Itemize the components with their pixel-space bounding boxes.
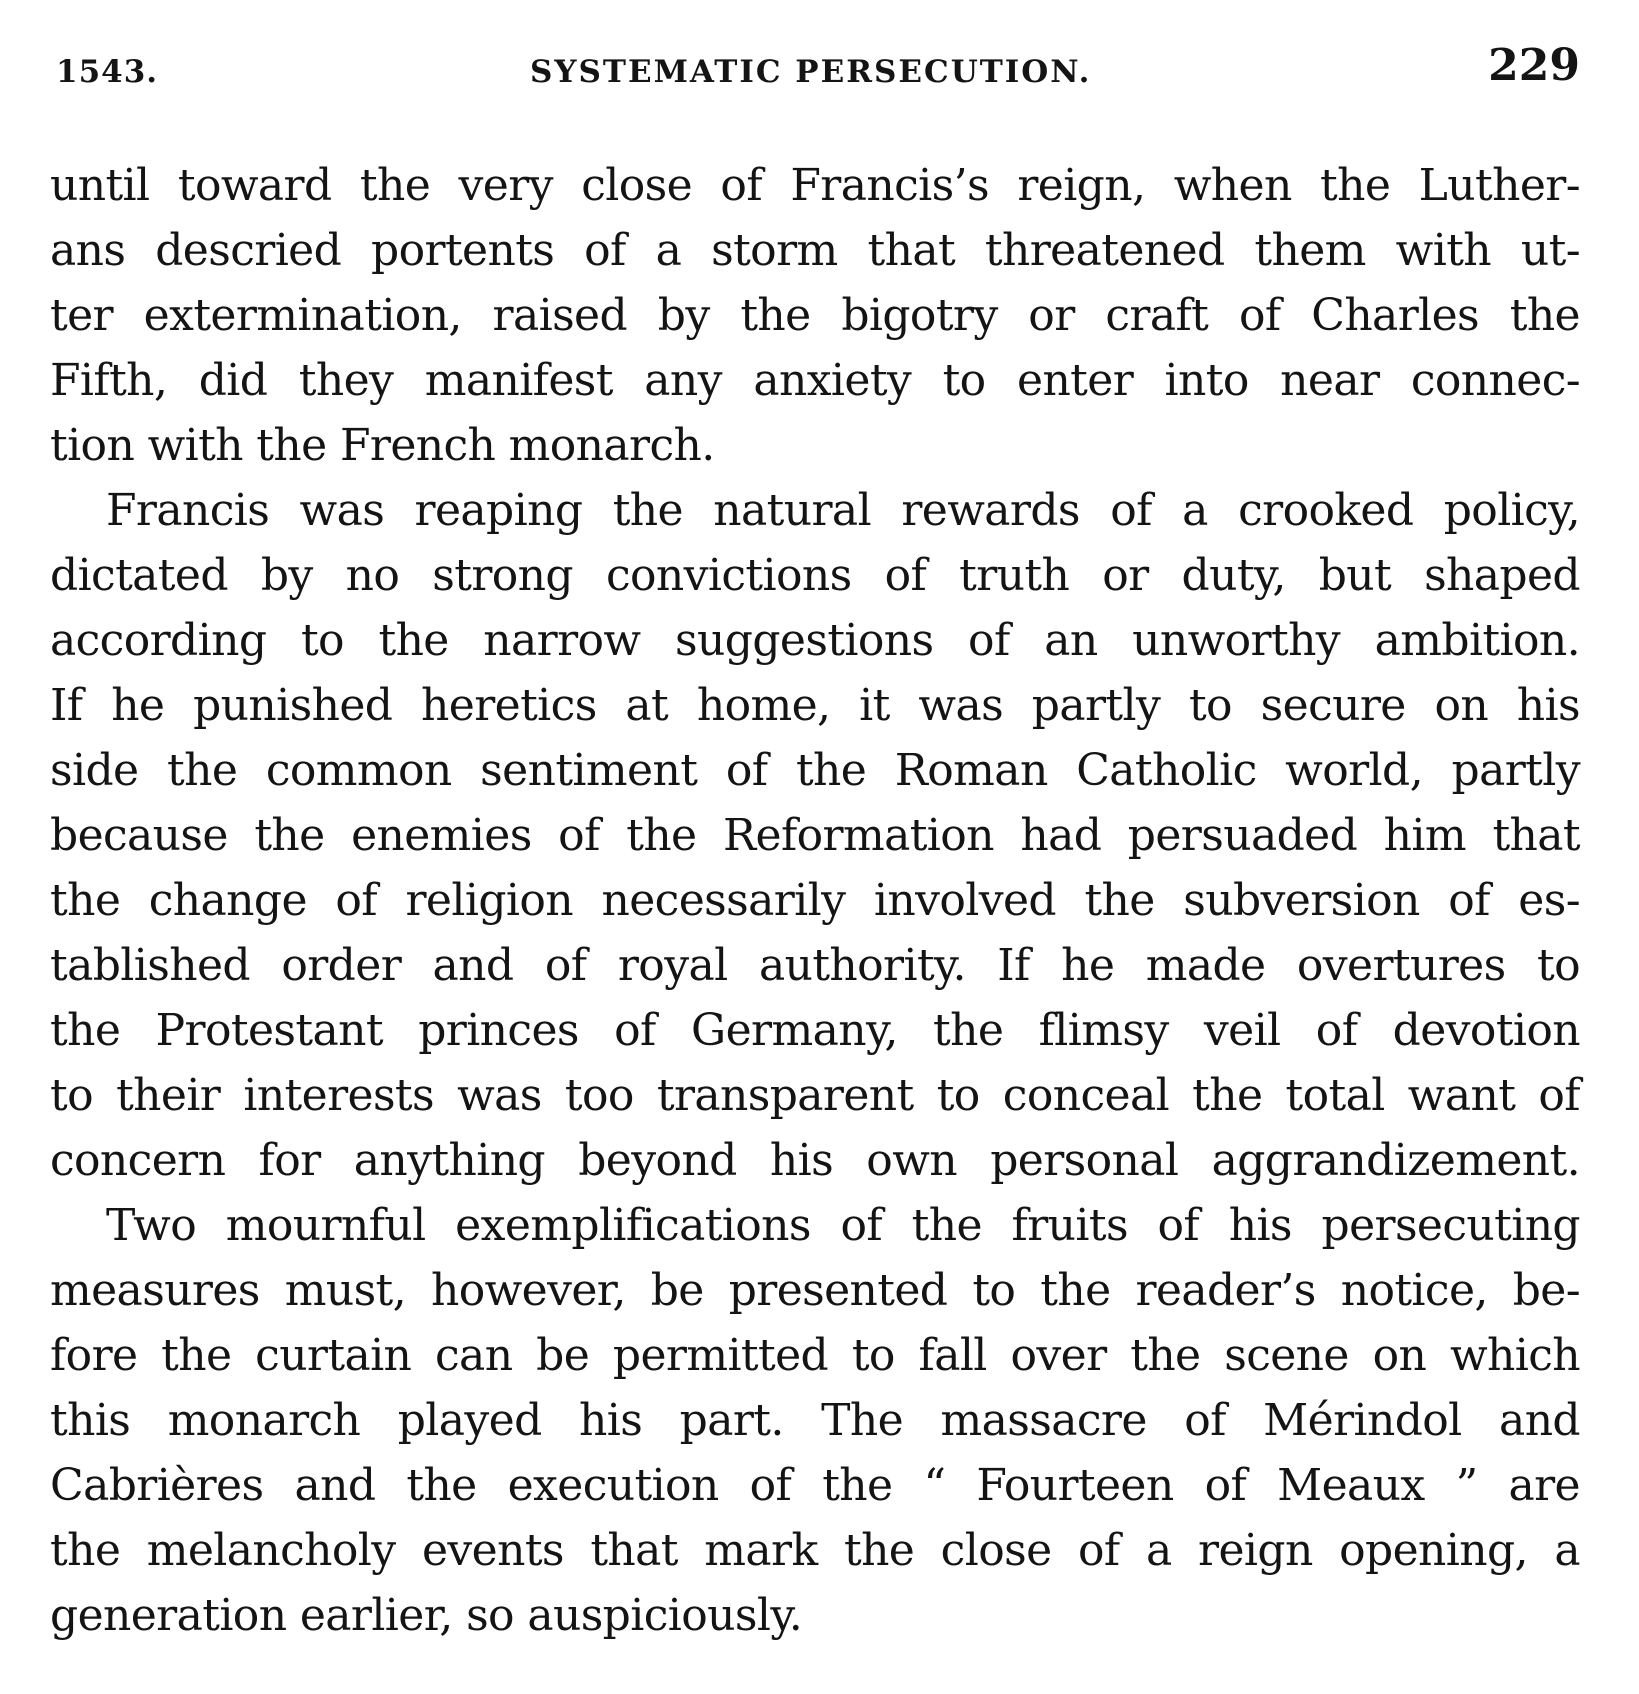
text-line: generation earlier, so auspiciously. (50, 1590, 803, 1641)
body-text (50, 153, 1580, 1648)
text-line: to their interests was too transparent to conceal the total want of (50, 1070, 1580, 1121)
book-page (50, 28, 1580, 1641)
text-line: because the enemies of the Reformation had persuaded him that (50, 810, 1580, 861)
text-line: If he punished heretics at home, it was partly to secure on his (50, 680, 1580, 731)
text-line: ter extermination, raised by the bigotry or craft of Charles the (50, 290, 1580, 341)
text-line: tion with the French monarch. (50, 420, 715, 471)
text-line: Two mournful exemplifications of the fruits of his persecuting (106, 1200, 1580, 1251)
text-line: Cabrières and the execution of the “ Fourteen of Meaux ” are (50, 1460, 1580, 1511)
text-line: fore the curtain can be permitted to fall over the scene on which (50, 1330, 1580, 1381)
text-line: the Protestant princes of Germany, the flimsy veil of devotion (50, 1005, 1580, 1056)
text-line: the melancholy events that mark the close of a reign opening, a (50, 1525, 1580, 1576)
running-head (50, 28, 1580, 91)
text-line: concern for anything beyond his own personal aggrandizement. (50, 1135, 1580, 1186)
text-line: according to the narrow suggestions of an unworthy ambition. (50, 615, 1580, 666)
text-line: side the common sentiment of the Roman Catholic world, partly (50, 745, 1580, 796)
text-line: this monarch played his part. The massacre of Mérindol and (50, 1395, 1580, 1446)
page-number: 229 (1488, 40, 1580, 91)
text-line: until toward the very close of Francis’s reign, when the Luther- (50, 160, 1580, 211)
header-title: SYSTEMATIC PERSECUTION. (530, 54, 1092, 90)
text-line: Fifth, did they manifest any anxiety to enter into near connec- (50, 355, 1580, 406)
text-line: the change of religion necessarily involved the subversion of es- (50, 875, 1580, 926)
header-year: 1543. (56, 54, 159, 90)
text-line: dictated by no strong convictions of truth or duty, but shaped (50, 550, 1580, 601)
text-line: ans descried portents of a storm that threatened them with ut- (50, 225, 1580, 276)
text-line: tablished order and of royal authority. If he made overtures to (50, 940, 1580, 991)
text-line: measures must, however, be presented to the reader’s notice, be- (50, 1265, 1580, 1316)
text-line: Francis was reaping the natural rewards of a crooked policy, (106, 485, 1580, 536)
